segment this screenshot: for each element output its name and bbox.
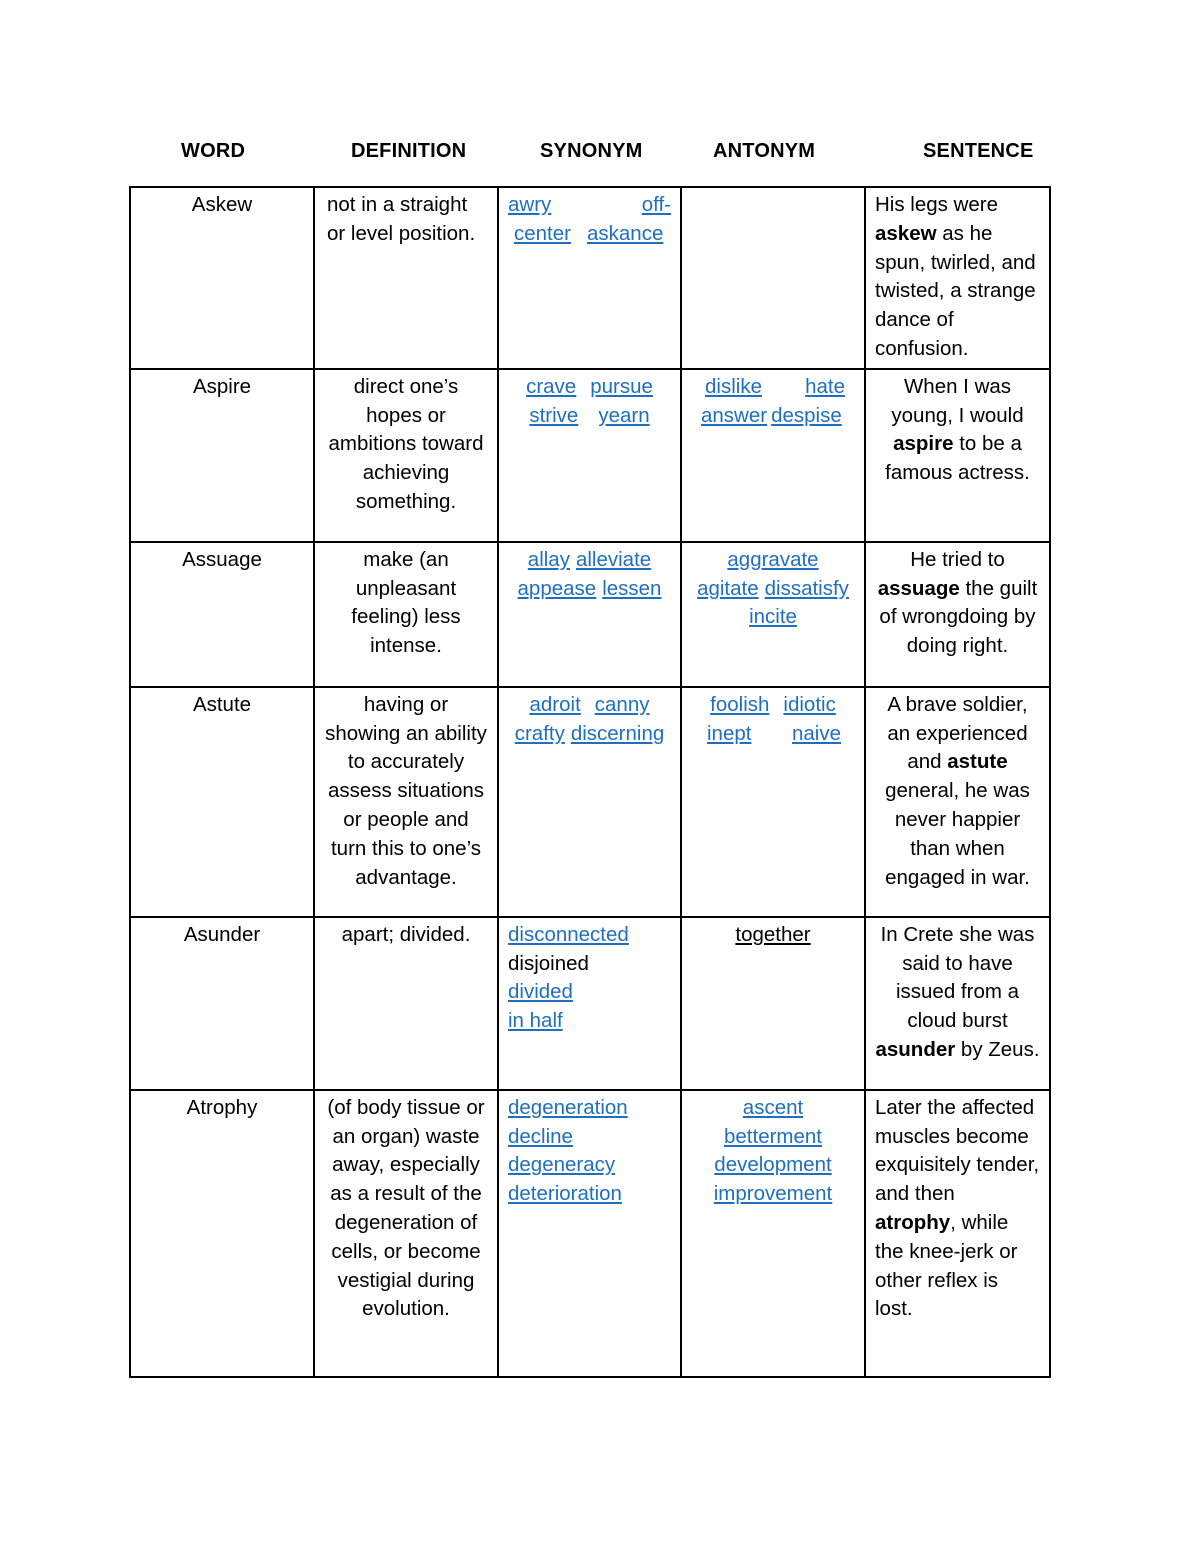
sentence-keyword: asunder <box>875 1037 956 1061</box>
word-cell: Astute <box>130 687 314 917</box>
antonym-link[interactable]: dislike <box>705 374 762 398</box>
word-cell: Assuage <box>130 542 314 687</box>
antonym-cell <box>681 369 865 542</box>
antonym-link[interactable]: betterment <box>724 1124 822 1148</box>
definition-cell: (of body tissue or an organ) waste away, especially as a result of the degeneration of cells, or become vestigial during evolution. <box>314 1090 498 1377</box>
synonym-link[interactable]: off- <box>641 193 671 216</box>
table-row <box>130 187 1050 369</box>
synonym-link[interactable]: deterioration <box>508 1182 622 1206</box>
sentence-cell: His legs were askew as he spun, twirled, and twisted, a strange dance of confusion. <box>865 187 1050 369</box>
definition-cell: not in a straight or level position. <box>314 187 498 369</box>
word-cell: Aspire <box>130 369 314 542</box>
synonym-link[interactable]: adroit <box>529 692 581 716</box>
word-cell: Asunder <box>130 917 314 1090</box>
sentence-keyword: astute <box>947 750 1008 774</box>
antonym-cell <box>681 187 865 369</box>
antonym-link[interactable]: ascent <box>742 1095 804 1119</box>
antonym-link[interactable]: idiotic <box>783 692 836 716</box>
synonym-link[interactable]: in half <box>508 1009 563 1033</box>
synonym-link[interactable]: decline <box>508 1124 573 1148</box>
sentence-cell: He tried to assuage the guilt of wrongdoing by doing right. <box>865 542 1050 687</box>
sentence-keyword: atrophy <box>875 1210 951 1234</box>
sentence-keyword: aspire <box>893 432 954 456</box>
synonym-link[interactable]: awry <box>508 193 552 216</box>
word-cell: Atrophy <box>130 1090 314 1377</box>
synonym-link[interactable]: canny <box>594 692 650 716</box>
header-synonym: SYNONYM <box>540 140 643 162</box>
table-row <box>130 1090 1050 1377</box>
synonym-link[interactable]: lessen <box>602 576 662 600</box>
antonym-link[interactable]: improvement <box>713 1182 833 1206</box>
word-cell: Askew <box>130 187 314 369</box>
antonym-cell <box>681 687 865 917</box>
antonym-link[interactable]: incite <box>749 605 797 629</box>
synonym-link[interactable]: disconnected <box>508 922 629 946</box>
antonym-link[interactable]: inept <box>707 721 752 745</box>
header-sentence: SENTENCE <box>923 140 1034 162</box>
synonym-text: disjoined <box>508 951 589 975</box>
synonym-link[interactable]: center <box>514 221 571 245</box>
sentence-cell: When I was young, I would aspire to be a famous actress. <box>865 369 1050 542</box>
antonym-cell <box>681 542 865 687</box>
header-antonym: ANTONYM <box>713 140 816 162</box>
antonym-cell <box>681 917 865 1090</box>
definition-cell: apart; divided. <box>314 917 498 1090</box>
synonym-cell <box>498 187 681 369</box>
antonym-link[interactable]: despise <box>771 403 842 427</box>
table-row <box>130 369 1050 542</box>
column-headers <box>130 140 1048 174</box>
sentence-keyword: assuage <box>877 576 960 600</box>
synonym-link[interactable]: divided <box>508 980 573 1004</box>
definition-cell: having or showing an ability to accurately assess situations or people and turn this to one’s advantage. <box>314 687 498 917</box>
sentence-cell: A brave soldier, an experienced and astute general, he was never happier than when engaged in war. <box>865 687 1050 917</box>
definition-cell: direct one’s hopes or ambitions toward achieving something. <box>314 369 498 542</box>
synonym-cell <box>498 917 681 1090</box>
synonym-link[interactable]: strive <box>529 403 579 427</box>
synonym-link[interactable]: crave <box>526 374 577 398</box>
antonym-link[interactable]: agitate <box>697 576 759 600</box>
sentence-cell: Later the affected muscles become exquisitely tender, and then atrophy, while the knee-jerk or other reflex is lost. <box>865 1090 1050 1377</box>
synonym-link[interactable]: crafty <box>514 721 565 745</box>
synonym-cell <box>498 369 681 542</box>
synonym-link[interactable]: degeneration <box>508 1095 628 1119</box>
antonym-text: together <box>735 922 811 946</box>
antonym-cell <box>681 1090 865 1377</box>
synonym-link[interactable]: yearn <box>598 403 650 427</box>
antonym-link[interactable]: foolish <box>710 692 770 716</box>
synonym-cell <box>498 1090 681 1377</box>
header-definition: DEFINITION <box>351 140 467 162</box>
synonym-link[interactable]: askance <box>586 221 664 245</box>
antonym-link[interactable]: naive <box>791 721 841 745</box>
synonym-link[interactable]: alleviate <box>575 547 652 571</box>
synonym-link[interactable]: discerning <box>570 721 665 745</box>
sentence-cell: In Crete she was said to have issued from a cloud burst asunder by Zeus. <box>865 917 1050 1090</box>
definition-cell: make (an unpleasant feeling) less intense. <box>314 542 498 687</box>
synonym-link[interactable]: appease <box>517 576 597 600</box>
synonym-cell <box>498 542 681 687</box>
vocabulary-table <box>129 186 1051 1378</box>
table-row <box>130 542 1050 687</box>
synonym-cell <box>498 687 681 917</box>
antonym-link[interactable]: hate <box>805 374 845 398</box>
antonym-link[interactable]: development <box>714 1153 832 1177</box>
antonym-link[interactable]: aggravate <box>727 547 819 571</box>
table-row <box>130 687 1050 917</box>
synonym-link[interactable]: degeneracy <box>508 1153 616 1177</box>
antonym-link[interactable]: dissatisfy <box>764 576 849 600</box>
sentence-keyword: askew <box>875 221 937 245</box>
header-word: WORD <box>181 140 246 162</box>
synonym-link[interactable]: pursue <box>590 374 653 398</box>
synonym-link[interactable]: allay <box>527 547 570 571</box>
table-row <box>130 917 1050 1090</box>
antonym-link[interactable]: answer <box>701 403 768 427</box>
